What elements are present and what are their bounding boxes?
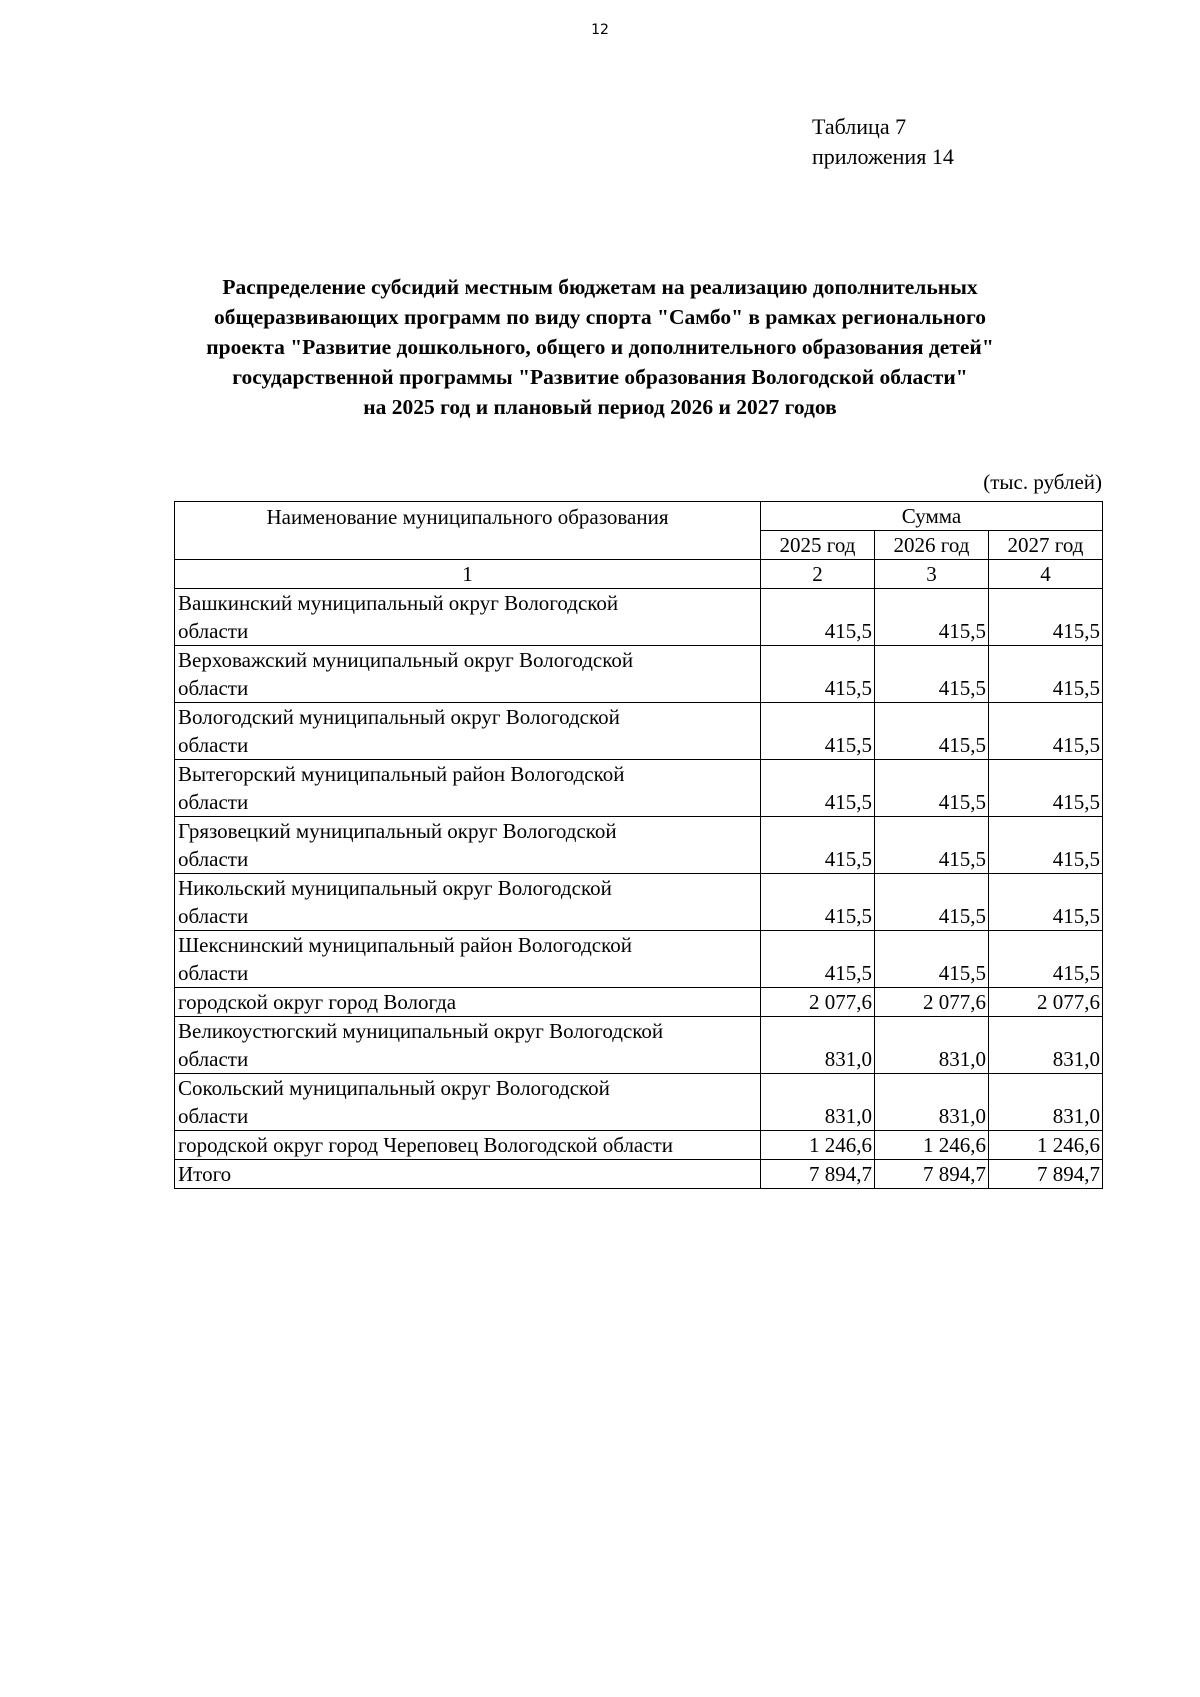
amount-2025: 831,0	[761, 1017, 875, 1074]
table-row	[175, 931, 1103, 988]
municipality-name-line: Вологодский муниципальный округ Вологодской	[178, 705, 620, 729]
subsidies-table	[174, 501, 1103, 1189]
municipality-name-line: области	[178, 961, 249, 985]
amount-2027: 831,0	[989, 1017, 1103, 1074]
municipality-name	[175, 760, 761, 817]
header-sum: Сумма	[761, 502, 1103, 531]
total-2027: 7 894,7	[989, 1160, 1103, 1189]
municipality-name-line: Верховажский муниципальный округ Вологодской	[178, 648, 634, 672]
table-header-row	[175, 502, 1103, 531]
table-row	[175, 988, 1103, 1017]
header-year-2025: 2025 год	[761, 531, 875, 560]
amount-2026: 415,5	[875, 817, 989, 874]
municipality-name	[175, 817, 761, 874]
municipality-name-line: области	[178, 847, 249, 871]
title-line: государственной программы "Развитие образования Вологодской области"	[232, 365, 968, 389]
amount-2027: 415,5	[989, 646, 1103, 703]
municipality-name-line: области	[178, 619, 249, 643]
column-number: 3	[875, 560, 989, 589]
title-line: на 2025 год и плановый период 2026 и 2027 годов	[363, 395, 837, 419]
amount-2026: 415,5	[875, 703, 989, 760]
amount-2025: 415,5	[761, 589, 875, 646]
amount-2026: 831,0	[875, 1074, 989, 1131]
municipality-name	[175, 1017, 761, 1074]
table-row	[175, 874, 1103, 931]
amount-2025: 415,5	[761, 760, 875, 817]
amount-2026: 415,5	[875, 646, 989, 703]
municipality-name	[175, 1131, 761, 1160]
table-row	[175, 760, 1103, 817]
municipality-name-line: Сокольский муниципальный округ Вологодской	[178, 1076, 610, 1100]
table-row	[175, 1074, 1103, 1131]
municipality-name-line: области	[178, 1104, 249, 1128]
title-line: общеразвивающих программ по виду спорта "Самбо" в рамках регионального	[214, 305, 986, 329]
municipality-name-line: Вашкинский муниципальный округ Вологодской	[178, 591, 619, 615]
municipality-name-line: городской округ город Череповец Вологодской области	[178, 1133, 673, 1157]
total-2025: 7 894,7	[761, 1160, 875, 1189]
column-number: 2	[761, 560, 875, 589]
municipality-name	[175, 931, 761, 988]
title-line: Распределение субсидий местным бюджетам на реализацию дополнительных	[222, 275, 978, 299]
municipality-name-line: Шекснинский муниципальный район Вологодской	[178, 933, 632, 957]
municipality-name-line: области	[178, 1047, 249, 1071]
amount-2025: 415,5	[761, 874, 875, 931]
units-label: (тыс. рублей)	[983, 470, 1102, 494]
amount-2025: 415,5	[761, 817, 875, 874]
amount-2027: 415,5	[989, 817, 1103, 874]
municipality-name	[175, 988, 761, 1017]
amount-2027: 415,5	[989, 589, 1103, 646]
table-row	[175, 646, 1103, 703]
table-row	[175, 1017, 1103, 1074]
amount-2026: 2 077,6	[875, 988, 989, 1017]
municipality-name-line: городской округ город Вологда	[178, 990, 457, 1014]
amount-2027: 1 246,6	[989, 1131, 1103, 1160]
total-label: Итого	[175, 1160, 761, 1189]
amount-2026: 1 246,6	[875, 1131, 989, 1160]
column-number: 1	[175, 560, 761, 589]
amount-2027: 2 077,6	[989, 988, 1103, 1017]
municipality-name	[175, 589, 761, 646]
table-row	[175, 589, 1103, 646]
municipality-name	[175, 1074, 761, 1131]
municipality-name-line: Грязовецкий муниципальный округ Вологодской	[178, 819, 617, 843]
municipality-name-line: области	[178, 733, 249, 757]
amount-2026: 415,5	[875, 589, 989, 646]
amount-2025: 1 246,6	[761, 1131, 875, 1160]
municipality-name	[175, 646, 761, 703]
total-row	[175, 1160, 1103, 1189]
total-2026: 7 894,7	[875, 1160, 989, 1189]
table-column-numbers-row	[175, 560, 1103, 589]
header-municipality: Наименование муниципального образования	[175, 502, 761, 560]
amount-2027: 831,0	[989, 1074, 1103, 1131]
amount-2027: 415,5	[989, 760, 1103, 817]
amount-2025: 415,5	[761, 703, 875, 760]
municipality-name-line: области	[178, 790, 249, 814]
annex-appendix-label: приложения 14	[812, 144, 954, 169]
amount-2026: 831,0	[875, 1017, 989, 1074]
municipality-name-line: области	[178, 904, 249, 928]
document-title	[140, 272, 1060, 422]
amount-2025: 415,5	[761, 931, 875, 988]
table-row	[175, 1131, 1103, 1160]
amount-2026: 415,5	[875, 874, 989, 931]
amount-2025: 415,5	[761, 646, 875, 703]
table-row	[175, 703, 1103, 760]
municipality-name-line: Никольский муниципальный округ Вологодской	[178, 876, 612, 900]
amount-2026: 415,5	[875, 931, 989, 988]
amount-2026: 415,5	[875, 760, 989, 817]
annex-table-label: Таблица 7	[812, 114, 907, 139]
amount-2025: 831,0	[761, 1074, 875, 1131]
amount-2027: 415,5	[989, 931, 1103, 988]
annex-reference	[812, 112, 954, 172]
header-year-2026: 2026 год	[875, 531, 989, 560]
title-line: проекта "Развитие дошкольного, общего и дополнительного образования детей"	[206, 335, 994, 359]
amount-2027: 415,5	[989, 874, 1103, 931]
table-row	[175, 817, 1103, 874]
municipality-name-line: Великоустюгский муниципальный округ Вологодской	[178, 1019, 664, 1043]
column-number: 4	[989, 560, 1103, 589]
municipality-name	[175, 703, 761, 760]
municipality-name-line: области	[178, 676, 249, 700]
amount-2025: 2 077,6	[761, 988, 875, 1017]
municipality-name-line: Вытегорский муниципальный район Вологодской	[178, 762, 625, 786]
header-year-2027: 2027 год	[989, 531, 1103, 560]
amount-2027: 415,5	[989, 703, 1103, 760]
page-number: 12	[591, 22, 609, 38]
municipality-name	[175, 874, 761, 931]
